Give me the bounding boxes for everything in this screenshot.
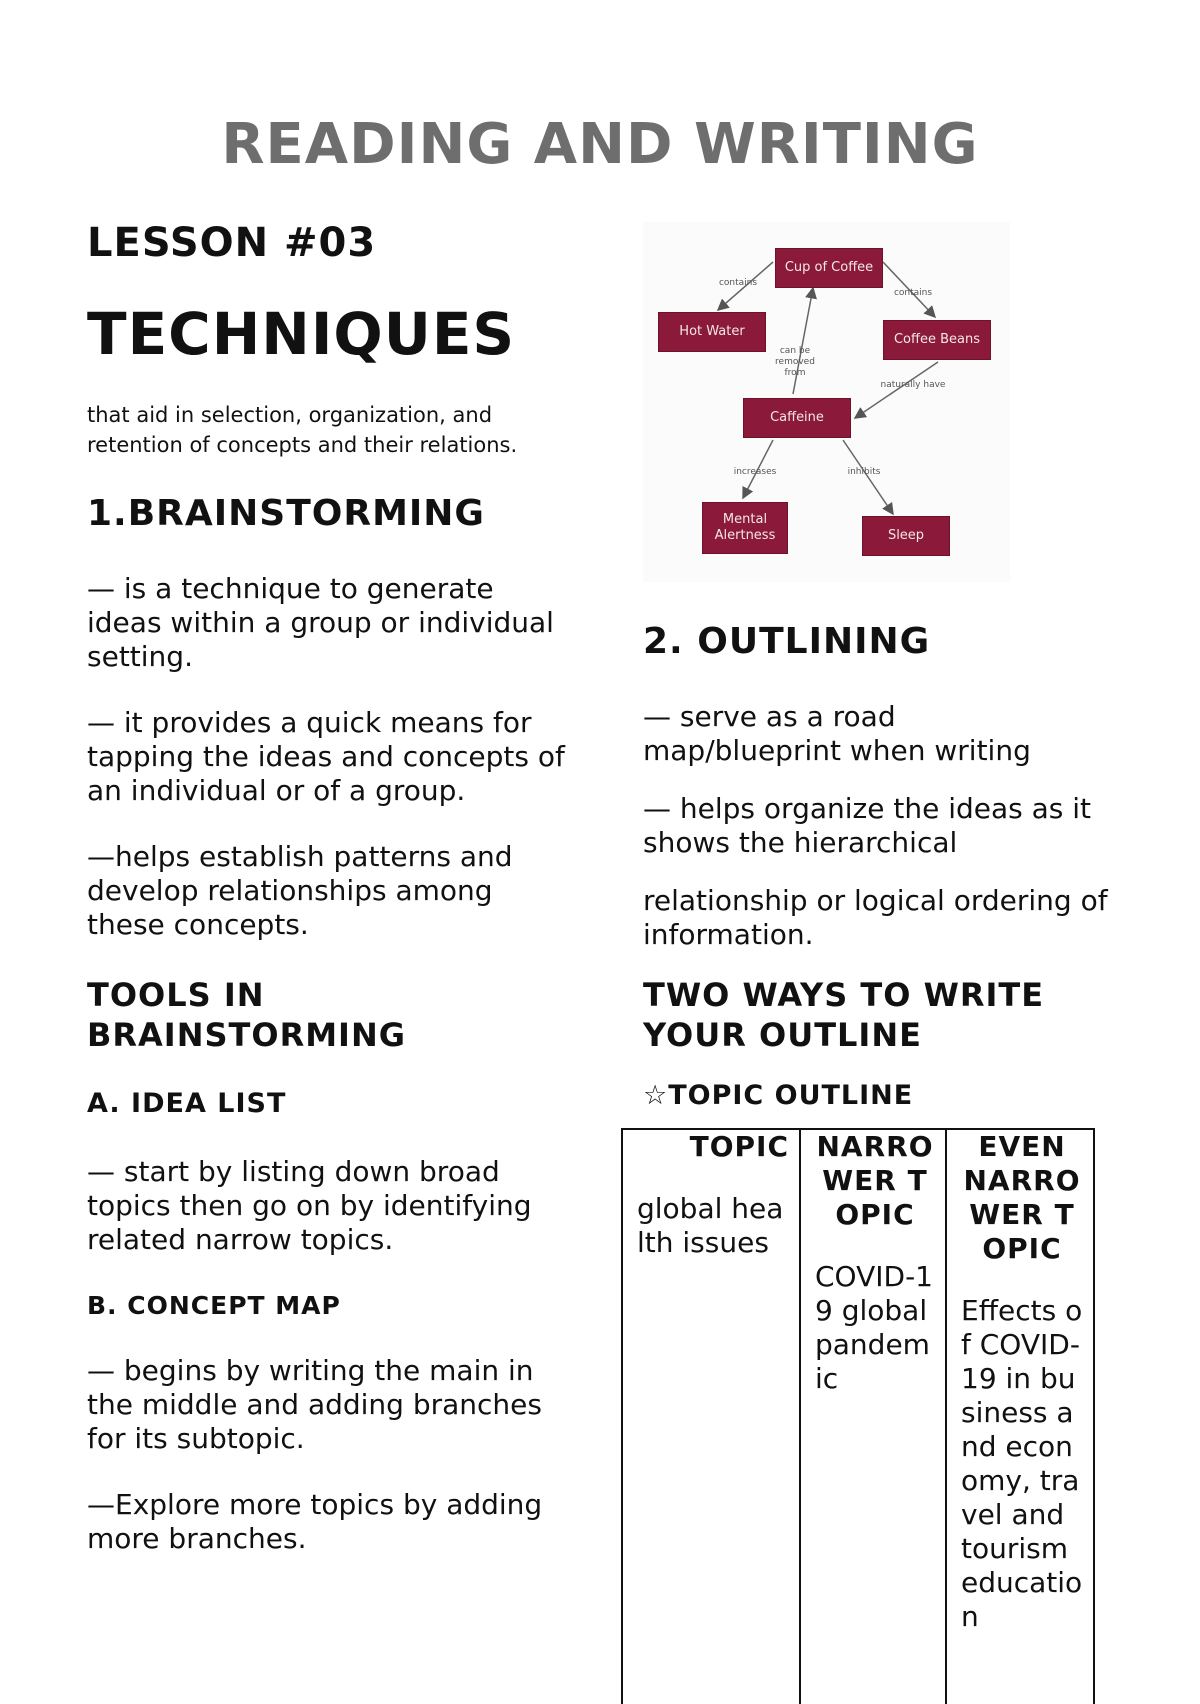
table-value-topic: global health issues	[637, 1192, 784, 1259]
idea-list-heading: A. IDEA LIST	[87, 1088, 287, 1119]
topic-outline-heading: ☆TOPIC OUTLINE	[643, 1080, 914, 1111]
table-cell-even-narrower	[946, 1129, 1094, 1704]
two-ways-heading: TWO WAYS TO WRITE YOUR OUTLINE	[643, 976, 1045, 1054]
label-contains-right: contains	[893, 288, 933, 298]
node-hot-water: Hot Water	[658, 312, 766, 352]
outlining-point-1: — serve as a road map/blueprint when writing	[643, 700, 1031, 767]
brainstorming-point-1: — is a technique to generate ideas within a group or individual setting.	[87, 572, 554, 673]
brainstorming-heading: 1.BRAINSTORMING	[87, 493, 485, 534]
node-cup-of-coffee: Cup of Coffee	[775, 248, 883, 288]
brainstorming-point-3: —helps establish patterns and develop relationships among these concepts.	[87, 840, 513, 941]
node-coffee-beans: Coffee Beans	[883, 320, 991, 360]
concept-map-point-2: —Explore more topics by adding more branches.	[87, 1488, 543, 1555]
topic-outline-table	[621, 1128, 1095, 1704]
lesson-number: LESSON #03	[87, 220, 377, 266]
node-caffeine: Caffeine	[743, 398, 851, 438]
label-increases: increases	[733, 467, 777, 477]
table-cell-narrower	[800, 1129, 946, 1704]
node-mental-alertness: Mental Alertness	[702, 502, 788, 554]
concept-map-point-1: — begins by writing the main in the middle and adding branches for its subtopic.	[87, 1354, 542, 1455]
label-naturally-have: naturally have	[880, 380, 946, 390]
outlining-heading: 2. OUTLINING	[643, 621, 931, 662]
table-header-narrower: NARROWER TOPIC	[816, 1130, 934, 1231]
brainstorming-point-2: — it provides a quick means for tapping the ideas and concepts of an individual or of a group.	[87, 706, 565, 807]
label-removed-from: can be removed from	[775, 346, 815, 378]
outlining-point-2: — helps organize the ideas as it shows the hierarchical	[643, 792, 1092, 859]
node-sleep: Sleep	[862, 516, 950, 556]
techniques-heading: TECHNIQUES	[87, 300, 516, 368]
table-value-narrower: COVID-19 global pandemic	[815, 1260, 933, 1395]
table-row	[622, 1129, 1094, 1704]
table-header-even-narrower: EVEN NARROWER TOPIC	[963, 1130, 1081, 1265]
table-value-even-narrower: Effects of COVID-19 in business and economy, travel and tourism education	[961, 1294, 1083, 1633]
concept-map-heading: B. CONCEPT MAP	[87, 1291, 341, 1320]
label-contains-left: contains	[718, 278, 758, 288]
techniques-subtitle: that aid in selection, organization, and retention of concepts and their relations.	[87, 403, 518, 457]
concept-map-figure	[643, 222, 1010, 582]
table-cell-topic	[622, 1129, 800, 1704]
label-inhibits: inhibits	[847, 467, 881, 477]
page-title: READING AND WRITING	[221, 112, 979, 177]
idea-list-text: — start by listing down broad topics then go on by identifying related narrow topics.	[87, 1155, 532, 1256]
outlining-point-3: relationship or logical ordering of information.	[643, 884, 1108, 951]
tools-heading: TOOLS IN BRAINSTORMING	[87, 976, 406, 1054]
table-header-topic: TOPIC	[689, 1130, 789, 1163]
